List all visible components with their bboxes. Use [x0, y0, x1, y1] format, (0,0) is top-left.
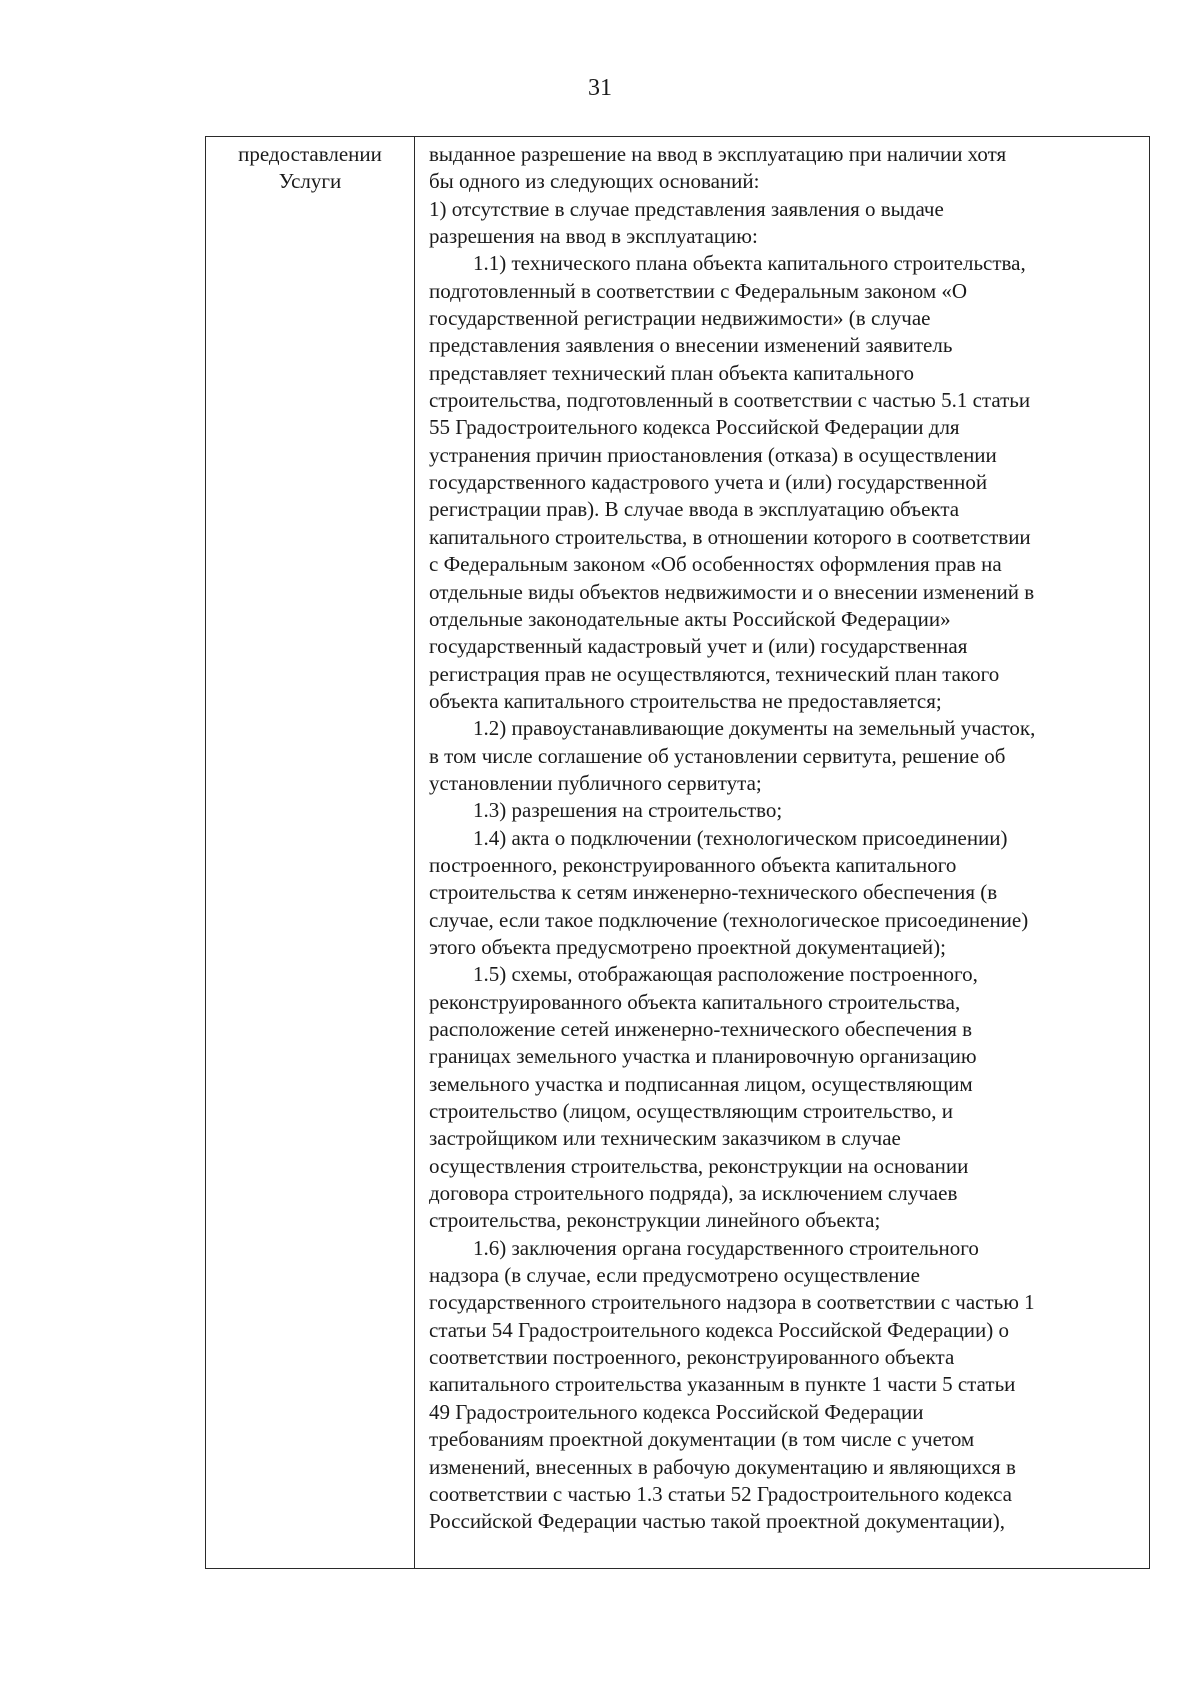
text-line: строительства, реконструкции линейного объекта; [429, 1208, 881, 1233]
page-number: 31 [588, 75, 612, 101]
text-line: Российской Федерации частью такой проектной документации), [429, 1509, 1005, 1534]
text-line: государственного кадастрового учета и (или) государственной [429, 470, 988, 495]
text-line: требованиям проектной документации (в том числе с учетом [429, 1427, 975, 1452]
text-line: застройщиком или техническим заказчиком в случае [429, 1126, 901, 1151]
text-line: статьи 54 Градостроительного кодекса Российской Федерации) о [429, 1317, 1010, 1342]
text-line: разрешения на ввод в эксплуатацию: [429, 224, 758, 249]
right-cell [415, 137, 1149, 1568]
text-line: строительства к сетям инженерно-технического обеспечения (в [429, 880, 998, 905]
text-line: объекта капитального строительства не предоставляется; [429, 688, 942, 713]
text-line: отдельные виды объектов недвижимости и о внесении изменений в [429, 579, 1035, 604]
text-line: капитального строительства указанным в пункте 1 части 5 статьи [429, 1372, 1016, 1397]
left-cell [206, 137, 415, 1568]
text-line: представления заявления о внесении изменений заявитель [429, 333, 953, 358]
text-line: подготовленный в соответствии с Федеральным законом «О [429, 278, 968, 303]
text-line: 1) отсутствие в случае представления заявления о выдаче [429, 196, 944, 221]
text-line: этого объекта предусмотрено проектной документацией); [429, 934, 946, 959]
text-line: 1.3) разрешения на строительство; [473, 798, 783, 823]
text-line: устранения причин приостановления (отказа) в осуществлении [429, 442, 997, 467]
text-line: надзора (в случае, если предусмотрено осуществление [429, 1263, 920, 1288]
text-line: государственной регистрации недвижимости» (в случае [429, 306, 931, 331]
text-line: строительство (лицом, осуществляющим строительство, и [429, 1099, 953, 1124]
document-table [205, 136, 1150, 1569]
text-line: границах земельного участка и планировочную организацию [429, 1044, 977, 1069]
text-line: установлении публичного сервитута; [429, 770, 762, 795]
text-line: соответствии построенного, реконструированного объекта [429, 1345, 955, 1370]
text-line: земельного участка и подписанная лицом, осуществляющим [429, 1071, 973, 1096]
text-line: выданное разрешение на ввод в эксплуатацию при наличии хотя [429, 142, 1007, 166]
text-line: представляет технический план объекта капитального [429, 360, 914, 385]
text-line: регистрации прав). В случае ввода в эксплуатацию объекта [429, 497, 960, 522]
text-line: с Федеральным законом «Об особенностях оформления прав на [429, 552, 1002, 577]
text-line: бы одного из следующих оснований: [429, 169, 760, 194]
text-line: 1.4) акта о подключении (технологическом присоединении) [473, 825, 1008, 850]
text-line: 55 Градостроительного кодекса Российской Федерации для [429, 415, 960, 440]
text-line: отдельные законодательные акты Российской Федерации» [429, 606, 951, 631]
text-line: регистрация прав не осуществляются, технический план такого [429, 661, 1000, 686]
text-line: в том числе соглашение об установлении сервитута, решение об [429, 743, 1006, 768]
text-line: капитального строительства, в отношении которого в соответствии [429, 524, 1031, 549]
text-line: 1.2) правоустанавливающие документы на земельный участок, [473, 716, 1036, 741]
text-line: осуществления строительства, реконструкции на основании [429, 1153, 969, 1178]
text-line: соответствии с частью 1.3 статьи 52 Градостроительного кодекса [429, 1481, 1012, 1506]
text-line: построенного, реконструированного объекта капитального [429, 852, 957, 877]
text-line: 49 Градостроительного кодекса Российской Федерации [429, 1399, 924, 1424]
text-line: договора строительного подряда), за исключением случаев [429, 1181, 958, 1206]
left-cell-line: предоставлении [238, 142, 382, 166]
text-line: 1.6) заключения органа государственного строительного [473, 1235, 979, 1260]
text-line: изменений, внесенных в рабочую документацию и являющихся в [429, 1454, 1016, 1479]
text-line: реконструированного объекта капитального строительства, [429, 989, 961, 1014]
text-line: случае, если такое подключение (технологическое присоединение) [429, 907, 1029, 932]
text-line: строительства, подготовленный в соответствии с частью 5.1 статьи [429, 388, 1031, 413]
text-line: 1.1) технического плана объекта капитального строительства, [473, 251, 1026, 276]
text-line: государственного строительного надзора в соответствии с частью 1 [429, 1290, 1035, 1315]
text-line: государственный кадастровый учет и (или) государственная [429, 634, 968, 659]
text-line: 1.5) схемы, отображающая расположение построенного, [473, 962, 978, 987]
left-cell-line: Услуги [278, 169, 342, 193]
text-line: расположение сетей инженерно-технического обеспечения в [429, 1017, 973, 1041]
